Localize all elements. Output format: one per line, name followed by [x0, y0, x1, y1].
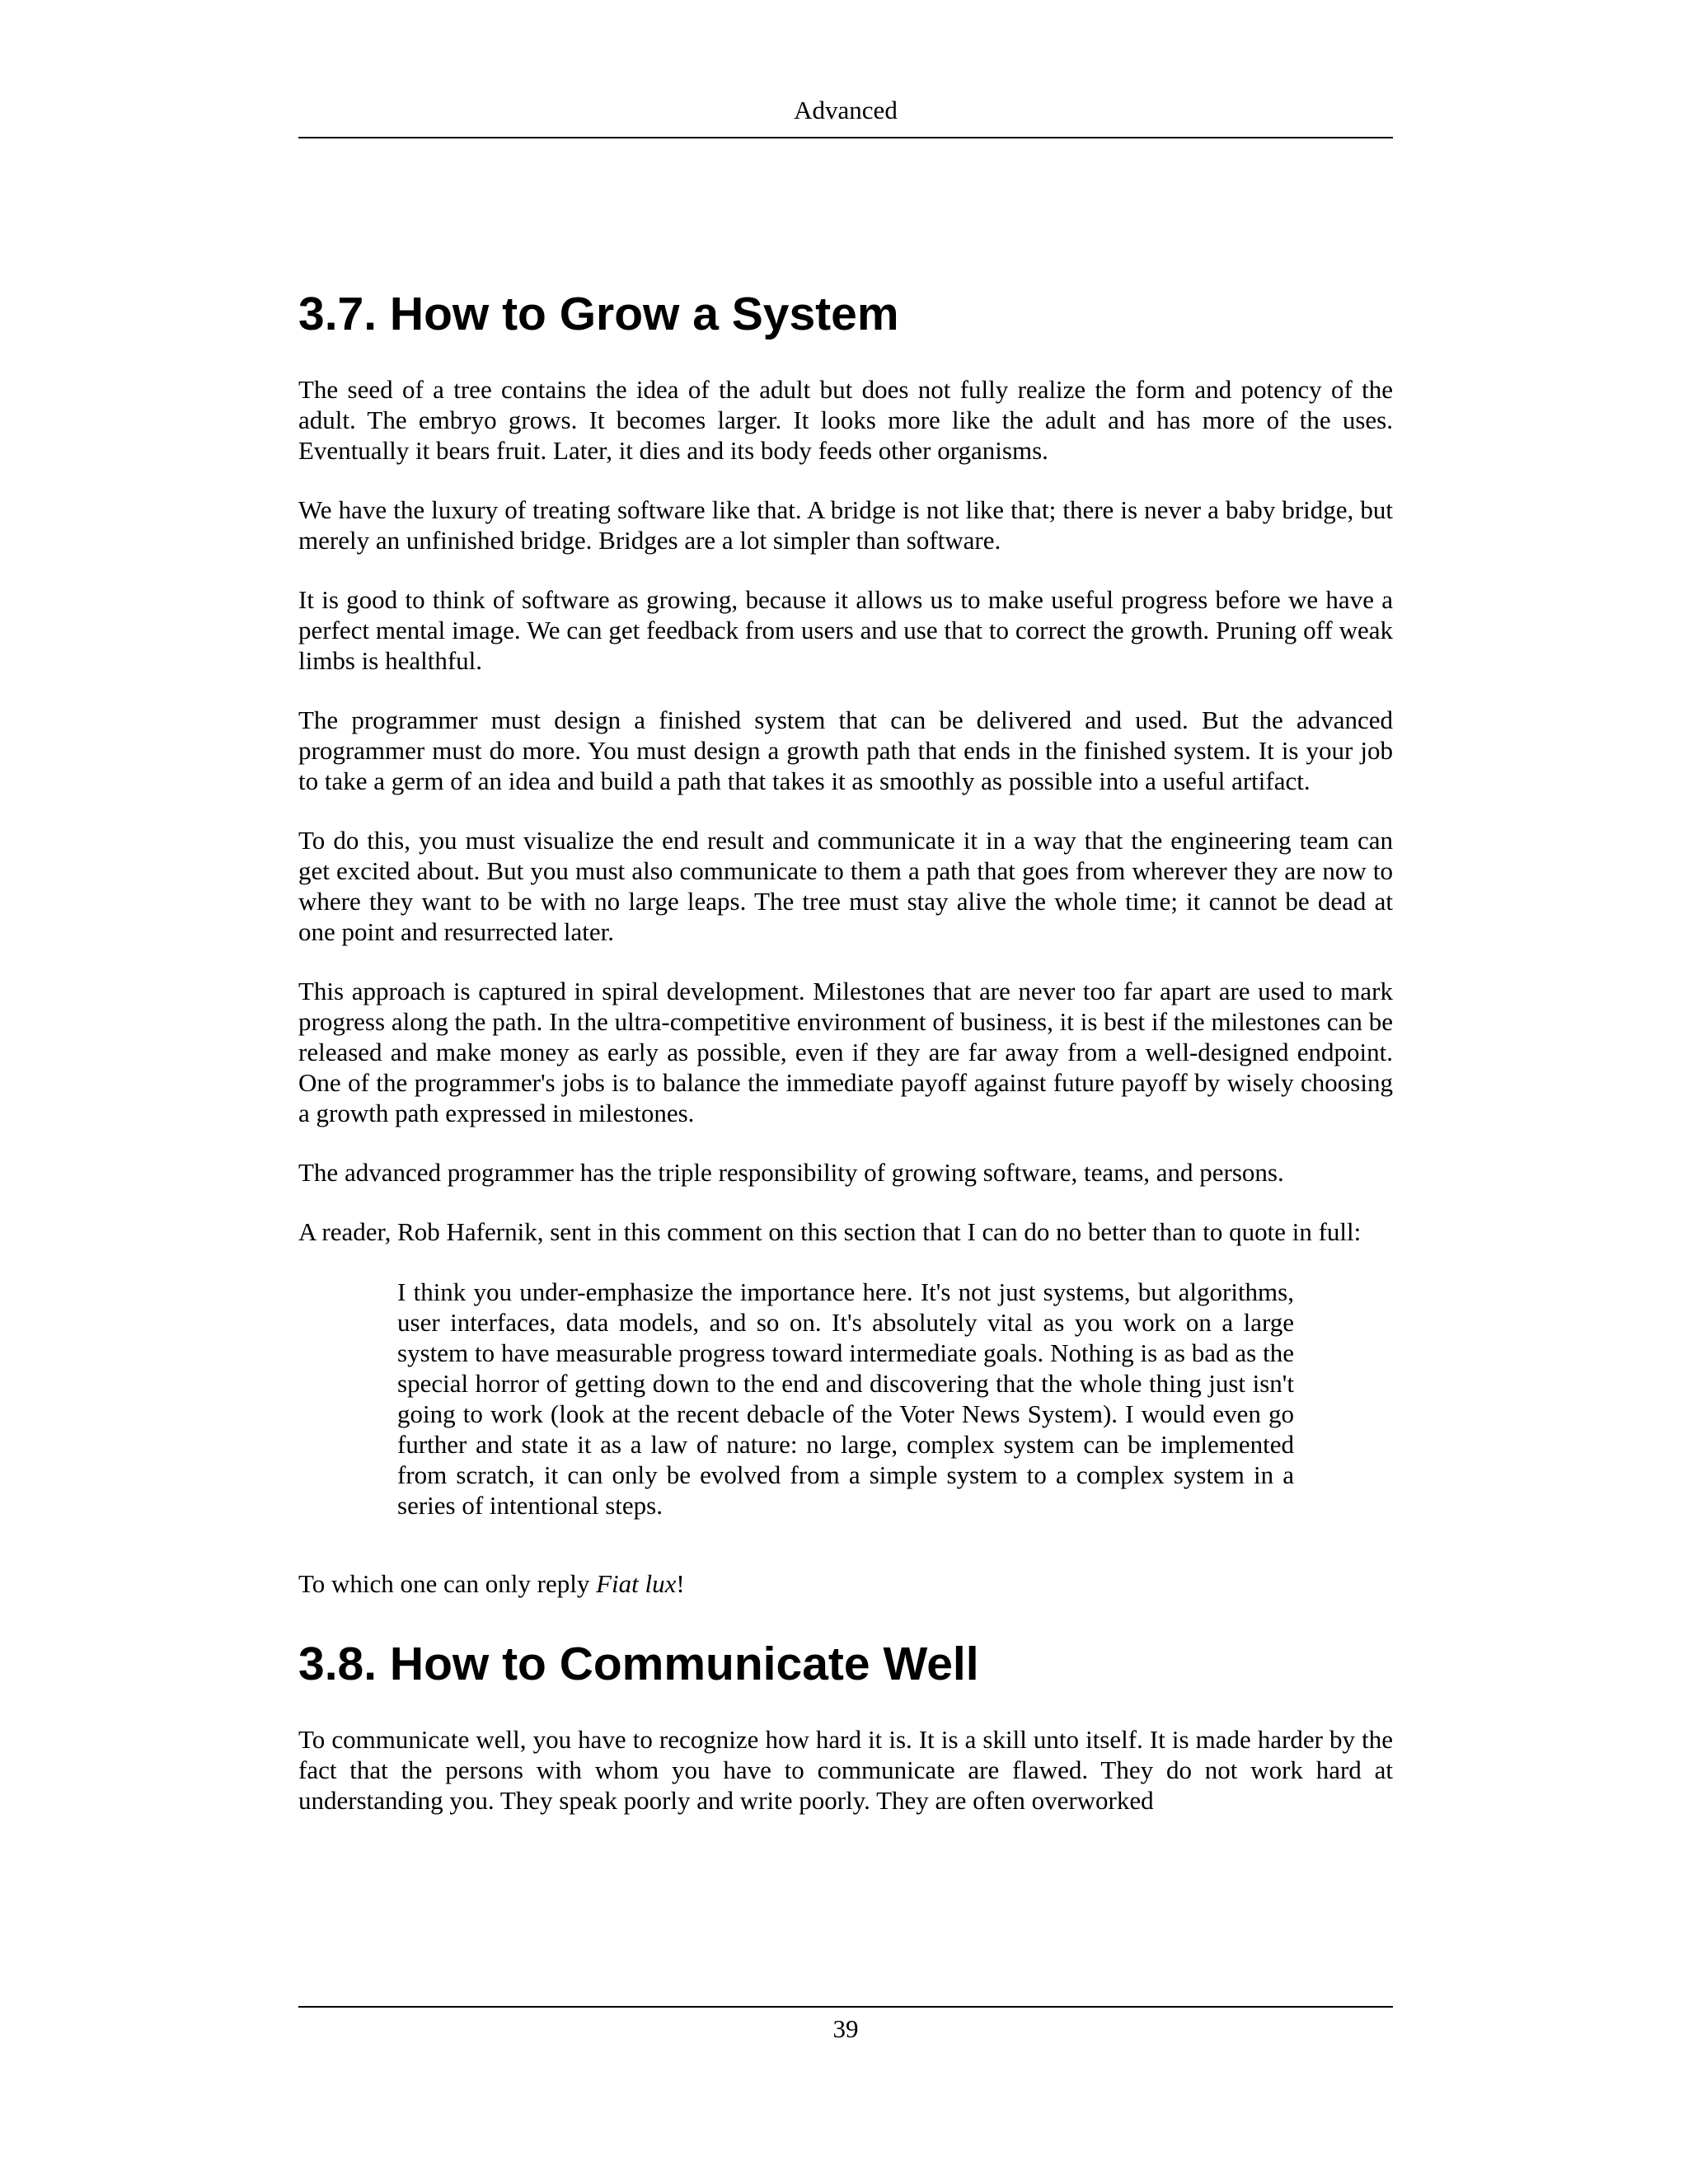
header-rule — [298, 137, 1393, 138]
paragraph-triple-responsibility: The advanced programmer has the triple responsibility of growing software, teams, and persons. — [298, 1158, 1284, 1187]
page-number: 39 — [832, 2014, 859, 2043]
running-header: Advanced — [794, 96, 898, 124]
paragraph-fiat-lux — [298, 1568, 1393, 1599]
paragraph-spiral-development: This approach is captured in spiral development. Milestones that are never too far apart are used to mark progress along the path. In the ultra-competitive environment of business, it is best if the milestones can be released and make money as early as possible, even if they are far away from a well-designed endpoint. One of the programmer's jobs is to balance the immediate payoff against future payoff by wisely choosing a growth path expressed in milestones. — [298, 977, 1393, 1127]
paragraph-communicate-well: To communicate well, you have to recognize how hard it is. It is a skill unto itself. It is made harder by the fact that the persons with whom you have to communicate are flawed. They do not work hard at understanding you. They speak poorly and write poorly. They are often overworked — [298, 1725, 1393, 1815]
paragraph-visualize-end-result: To do this, you must visualize the end result and communicate it in a way that the engineering team can get excited about. But you must also communicate to them a path that goes from wherever they are now to where they want to be with no large leaps. The tree must stay alive the whole time; it cannot be dead at one point and resurrected later. — [298, 826, 1393, 946]
page-content — [298, 287, 1393, 1844]
paragraph-seed-of-tree: The seed of a tree contains the idea of the adult but does not fully realize the form and potency of the adult. The embryo grows. It becomes larger. It looks more like the adult and has more of the uses. Eventually it bears fruit. Later, it dies and its body feeds other organisms. — [298, 375, 1393, 465]
section-heading-communicate-well: 3.8. How to Communicate Well — [298, 1638, 979, 1690]
paragraph-finished-system: The programmer must design a finished system that can be delivered and used. But the advanced programmer must do more. You must design a growth path that ends in the finished system. It is your job to take a germ of an idea and build a path that takes it as smoothly as possible into a useful artifact. — [298, 705, 1393, 795]
fiat-lux-suffix: ! — [676, 1569, 685, 1598]
footer-rule — [298, 2006, 1393, 2008]
paragraph-software-growing: It is good to think of software as growing, because it allows us to make useful progress before we have a perfect mental image. We can get feedback from users and use that to correct the growth. Pruning off weak limbs is healthful. — [298, 585, 1393, 675]
section-heading-grow-system: 3.7. How to Grow a System — [298, 288, 899, 340]
fiat-lux-prefix: To which one can only reply — [298, 1569, 597, 1598]
paragraph-luxury-software: We have the luxury of treating software like that. A bridge is not like that; there is never a baby bridge, but merely an unfinished bridge. Bridges are a lot simpler than software. — [298, 495, 1393, 555]
fiat-lux-emphasis: Fiat lux — [596, 1569, 677, 1598]
paragraph-reader-comment-intro: A reader, Rob Hafernik, sent in this comment on this section that I can do no better than to quote in full: — [298, 1217, 1362, 1246]
reader-quote: I think you under-emphasize the importance here. It's not just systems, but algorithms, user interfaces, data models, and so on. It's absolutely vital as you work on a large system to have measurable progress toward intermediate goals. Nothing is as bad as the special horror of getting down to the end and discovering that the whole thing just isn't going to work (look at the recent debacle of the Voter News System). I would even go further and state it as a law of nature: no large, complex system can be implemented from scratch, it can only be evolved from a simple system to a complex system in a series of intentional steps. — [397, 1277, 1294, 1520]
